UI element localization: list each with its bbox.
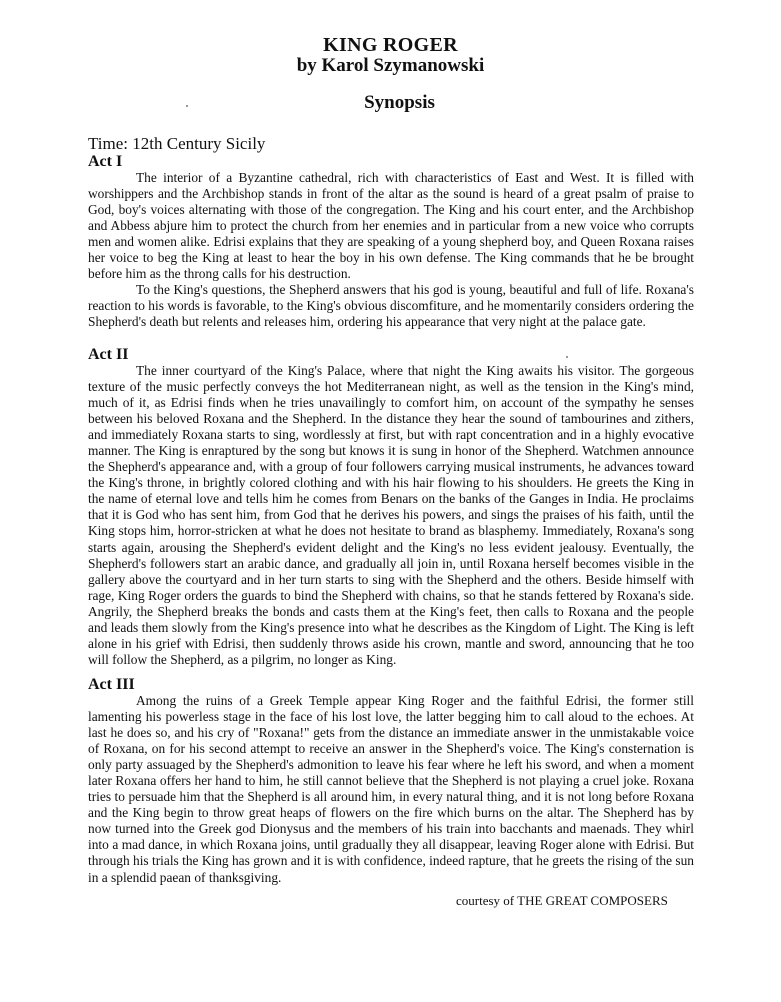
courtesy-credit: courtesy of THE GREAT COMPOSERS <box>456 893 668 908</box>
act-3-heading: Act III <box>88 676 135 693</box>
act-1-text <box>88 170 694 330</box>
act-1-heading: Act I <box>88 153 123 170</box>
composer-byline: by Karol Szymanowski <box>296 55 485 76</box>
act-3-text <box>88 693 694 886</box>
scan-speck <box>566 356 568 358</box>
act-1-paragraph-1: The interior of a Byzantine cathedral, rich with characteristics of East and West. It is filled with worshippers and the Archbishop stands in front of the altar as the sound is heard of a great psalm of praise to God, boy's voices alternating with those of the congregation. The King and his court enter, and the Archbishop and Abbess abjure him to protect the church from her enemies and in particular from a new voice who corrupts men and women alike. Edrisi explains that they are speaking of a young shepherd boy, and Queen Roxana raises her voice to beg the King at least to hear the boy in his own defense. The King commands that he be brought before him as the throng calls for his destruction. <box>88 170 694 282</box>
act-3-paragraph-1: Among the ruins of a Greek Temple appear King Roger and the faithful Edrisi, the former still lamenting his powerless stage in the face of his lost love, the latter begging him to call aloud to the echoes. At last he does so, and his cry of "Roxana!" gets from the distance an immediate answer in the unmistakable voice of Roxana, on for his second attempt to receive an answer in the Shepherd's voice. The King's consternation is only party assuaged by the Shepherd's admonition to leave his fear where he left his sword, and when a moment later Roxana offers her hand to him, he still cannot believe that the Shepherd is not playing a cruel joke. Roxana tries to persuade him that the Shepherd is all around him, in every natural thing, and it is not long before Roxana and the King begin to throw great heaps of flowers on the fire which burns on the altar. The Shepherd has by now turned into the Greek god Dionysus and the members of his train into bacchants and maenads. They whirl into a mad dance, in which Roxana joins, until gradually they all disappear, leaving Roger alone with Edrisi. But through his trials the King has grown and it is with confidence, indeed rapture, that he greets the rising of the sun in a splendid paean of thanksgiving. <box>88 693 694 885</box>
act-2-text <box>88 363 694 668</box>
act-1-paragraph-2: To the King's questions, the Shepherd answers that his god is young, beautiful and full of life. Roxana's reaction to his words is favorable, to the King's obvious discomfiture, and he momentarily considers ordering the Shepherd's death but relents and releases him, ordering his appearance that very night at the palace gate. <box>88 282 694 330</box>
opera-title: KING ROGER <box>323 34 458 56</box>
act-2-heading: Act II <box>88 346 129 363</box>
time-setting: Time: 12th Century Sicily <box>88 134 266 153</box>
act-2-paragraph-1: The inner courtyard of the King's Palace, where that night the King awaits his visitor. The gorgeous texture of the music perfectly conveys the hot Mediterranean night, as well as the tension in the King's mind, much of it, as Edrisi finds when he tries unavailingly to comfort him, on account of the sympathy he senses between his beloved Roxana and the Shepherd. In the distance they hear the sound of tambourines and zithers, and immediately Roxana starts to sing, wordlessly at first, but with rapt concentration and in a highly evocative manner. The King is enraptured by the song but knows it is sung in honor of the Shepherd. Watchmen announce the Shepherd's appearance and, with a group of four followers carrying musical instruments, he advances toward the King's throne, in brightly colored clothing and with his hair flowing to his shoulders. He greets the King in the name of eternal love and tells him he comes from Benars on the banks of the Ganges in India. He proclaims that it is God who has sent him, from God that he derives his powers, and sings the praises of his faith, until the King stops him, horror-stricken at what he does not hesitate to brand as blasphemy. Immediately, Roxana's song starts again, arousing the Shepherd's evident delight and the King's no less evident jealousy. Eventually, the Shepherd's followers start an arabic dance, and gradually all join in, until Roxana herself becomes visible in the gallery above the courtyard and in her turn starts to sing with the Shepherd and the others. Beside himself with rage, King Roger orders the guards to bind the Shepherd with chains, so that he stands fettered by Roxana's side. Angrily, the Shepherd breaks the bonds and casts them at the King's feet, then calls to Roxana and the people and leads them slowly from the King's presence into what he describes as the Kingdom of Light. The King is left alone in his grief with Edrisi, then suddenly throws aside his crown, mantle and sword, announcing that he too will follow the Shepherd, as a pilgrim, no longer as King. <box>88 363 694 667</box>
scan-speck <box>186 105 188 107</box>
synopsis-heading: Synopsis <box>364 92 435 113</box>
